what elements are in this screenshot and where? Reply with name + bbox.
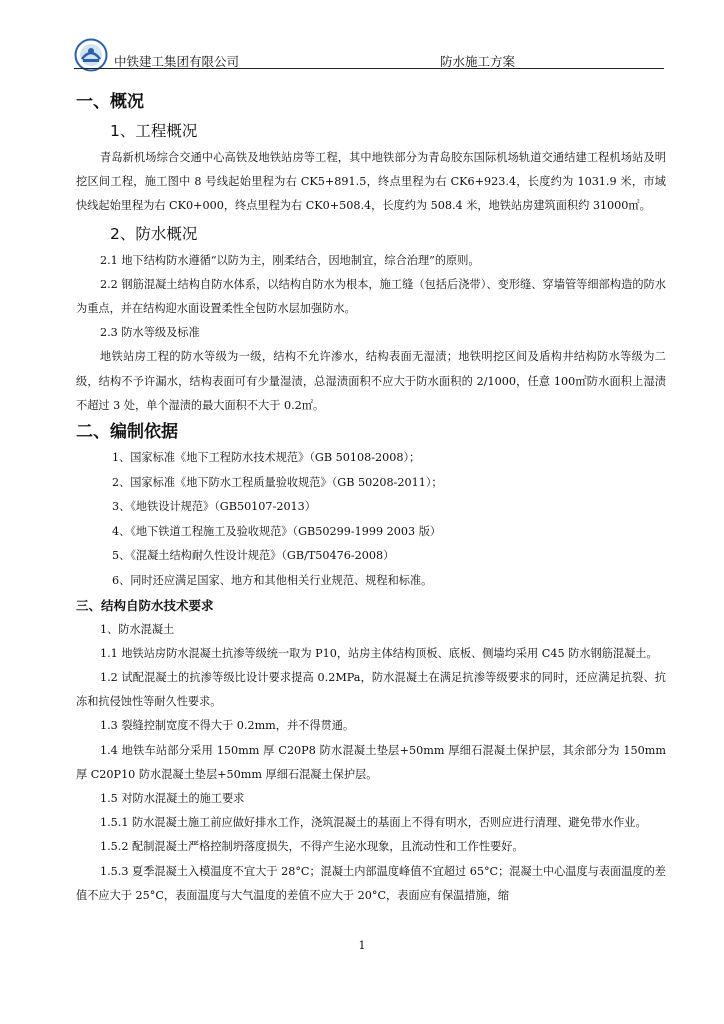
section-title-overview: 一、概况 bbox=[76, 92, 144, 112]
reference-item: 2、国家标准《地下防水工程质量验收规范》（GB 50208-2011）； bbox=[112, 475, 443, 489]
waterproof-paragraph-4: 地铁站房工程的防水等级为一级，结构不允许渗水，结构表面无湿渍；地铁明挖区间及盾构井结构防水等级为二级，结构不予许漏水，结构表面可有少量湿渍，总湿渍面积不应大于防水面积的 2/1000，任意 100㎡防水面积上湿渍不超过 3 处，单个湿渍的最大面积不大于 0.2㎡。 bbox=[76, 350, 666, 412]
waterproof-paragraph-3: 2.3 防水等级及标准 bbox=[100, 326, 200, 340]
project-overview-paragraph: 青岛新机场综合交通中心高铁及地铁站房等工程，其中地铁部分为青岛胶东国际机场轨道交通结建工程机场站及明挖区间工程，施工图中 8 号线起始里程为右 CK5+891.5，终点里程为右 CK6+923.4，长度约为 1031.9 米，市域快线起始里程为右 CK0+000，终点里程为右 CK0+508.4，长度约为 508.4 米，地铁站房建筑面积约 31000㎡。 bbox=[76, 151, 666, 213]
subsection-title-waterproof: 2、防水概况 bbox=[110, 224, 198, 243]
concrete-paragraph-3: 1.3 裂缝控制宽度不得大于 0.2mm，并不得贯通。 bbox=[100, 719, 355, 733]
concrete-paragraph-5: 1.5 对防水混凝土的施工要求 bbox=[100, 792, 245, 806]
concrete-paragraph-2: 1.2 试配混凝土的抗渗等级比设计要求提高 0.2MPa，防水混凝土在满足抗渗等级要求的同时，还应满足抗裂、抗冻和抗侵蚀性等耐久性要求。 bbox=[76, 671, 666, 709]
document-body bbox=[76, 88, 666, 908]
company-logo-icon bbox=[74, 38, 108, 72]
concrete-paragraph-1: 1.1 地铁站房防水混凝土抗渗等级统一取为 P10，站房主体结构顶板、底板、侧墙均采用 C45 防水钢筋混凝土。 bbox=[100, 646, 658, 660]
waterproof-paragraph-2: 2.2 钢筋混凝土结构自防水体系，以结构自防水为根本，施工缝（包括后浇带）、变形缝、穿墙管等细部构造的防水为重点，并在结构迎水面设置柔性全包防水层加强防水。 bbox=[76, 277, 666, 316]
concrete-paragraph-0: 1、防水混凝土 bbox=[100, 622, 175, 636]
page-number: 1 bbox=[358, 939, 366, 952]
reference-item: 3、《地铁设计规范》（GB50107-2013） bbox=[112, 500, 316, 514]
subsection-title-project: 1、工程概况 bbox=[110, 122, 198, 140]
concrete-paragraph-7: 1.5.2 配制混凝土严格控制坍落度损失，不得产生泌水现象，且流动性和工作性要好。 bbox=[100, 840, 524, 854]
reference-item: 5、《混凝土结构耐久性设计规范》（GB/T50476-2008） bbox=[112, 549, 395, 563]
reference-item: 1、国家标准《地下工程防水技术规范》（GB 50108-2008）； bbox=[112, 451, 421, 465]
reference-item: 4、《地下铁道工程施工及验收规范》（GB50299-1999 2003 版） bbox=[112, 524, 442, 538]
concrete-paragraph-4: 1.4 地铁车站部分采用 150mm 厚 C20P8 防水混凝土垫层+50mm 厚细石混凝土保护层，其余部分为 150mm 厚 C20P10 防水混凝土垫层+50mm 厚细石混凝土保护层。 bbox=[76, 743, 666, 781]
section-title-basis: 二、编制依据 bbox=[76, 422, 178, 443]
page-header bbox=[74, 38, 664, 72]
concrete-paragraph-6: 1.5.1 防水混凝土施工前应做好排水工作，浇筑混凝土的基面上不得有明水，否则应进行清理、避免带水作业。 bbox=[100, 816, 647, 830]
document-title: 防水施工方案 bbox=[440, 54, 516, 69]
concrete-paragraph-8: 1.5.3 夏季混凝土入模温度不宜大于 28°C；混凝土内部温度峰值不宜超过 65°C；混凝土中心温度与表面温度的差值不应大于 25°C，表面温度与大气温度的差值不应大于 20°C，表面应有保温措施，缩 bbox=[76, 864, 666, 902]
reference-item: 6、同时还应满足国家、地方和其他相关行业规范、规程和标准。 bbox=[112, 574, 433, 587]
company-name: 中铁建工集团有限公司 bbox=[114, 54, 240, 69]
header-rule bbox=[74, 68, 664, 69]
waterproof-paragraph-1: 2.1 地下结构防水遵循“以防为主，刚柔结合，因地制宜，综合治理”的原则。 bbox=[100, 253, 480, 267]
section-title-self-waterproof: 三、结构自防水技术要求 bbox=[76, 597, 214, 613]
